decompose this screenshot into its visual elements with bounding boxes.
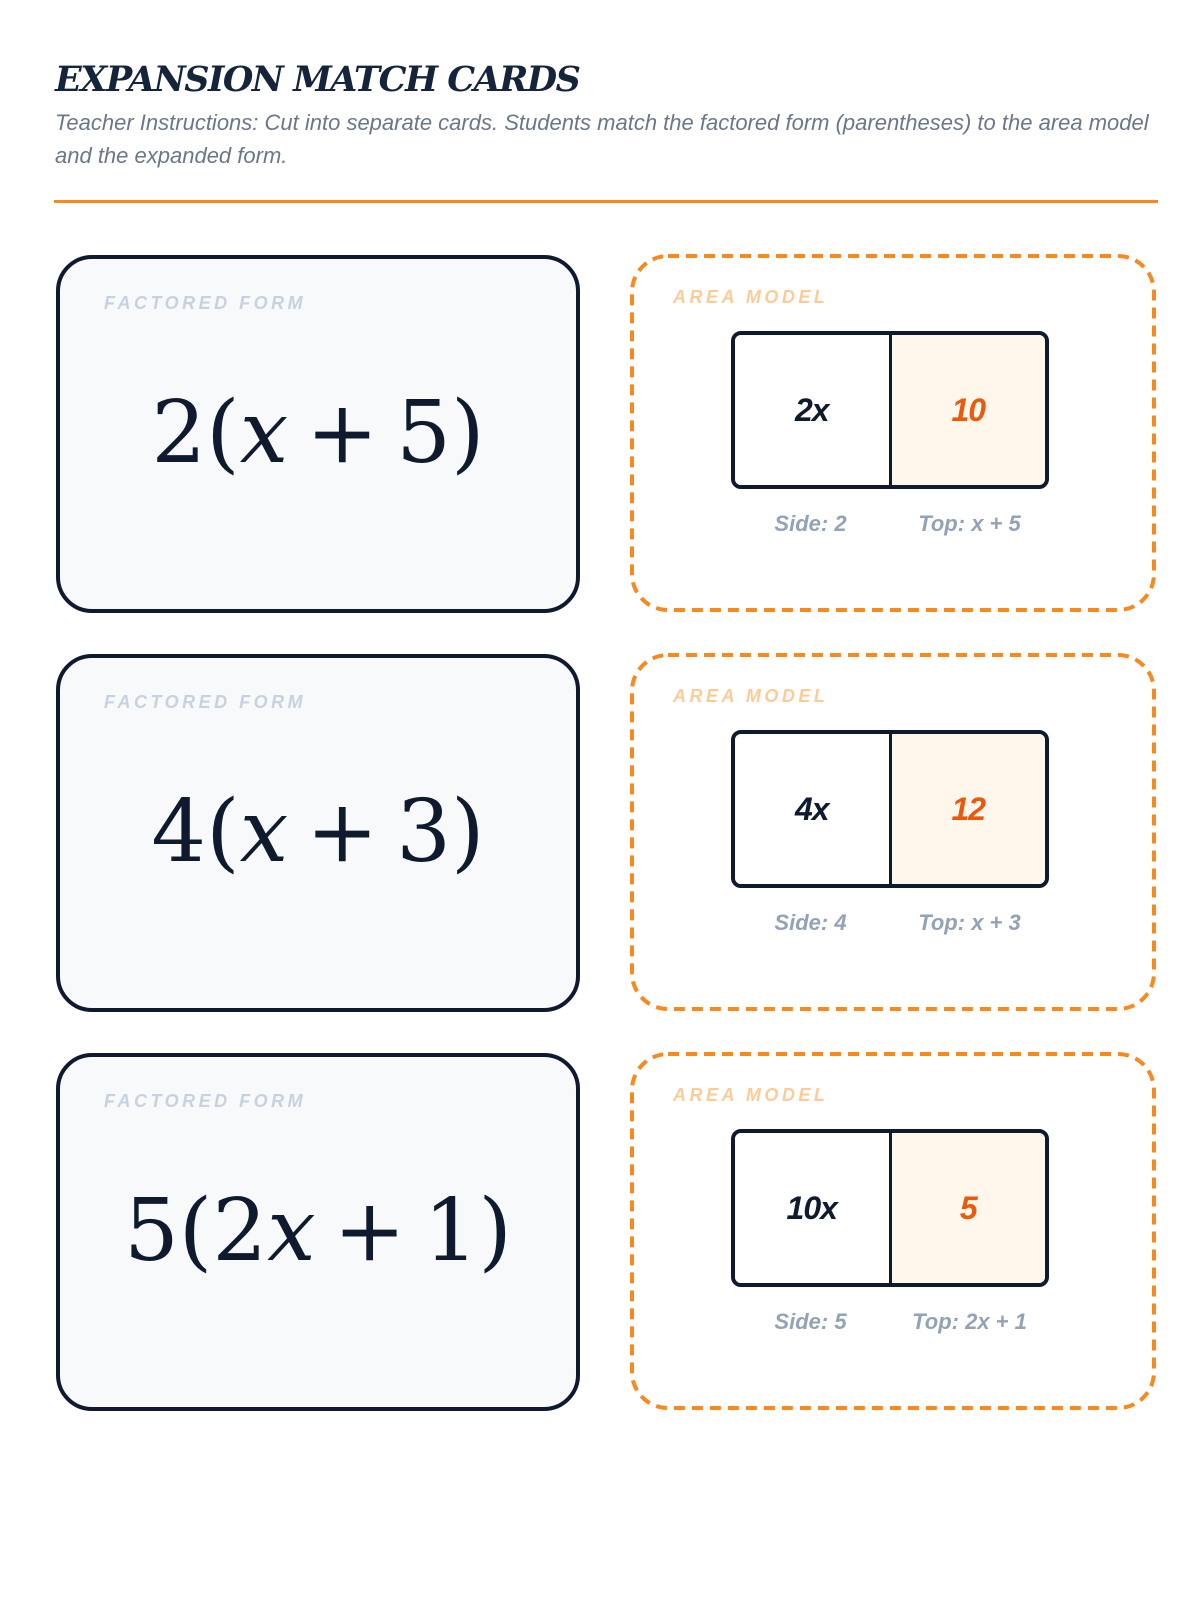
expression-operator: +: [333, 1181, 406, 1281]
expression-constant: 3: [396, 782, 451, 882]
area-model-card[interactable]: [629, 1051, 1157, 1411]
area-model-card[interactable]: [629, 253, 1157, 613]
area-model-dimensions: [731, 511, 1049, 537]
top-label: Top: x + 3: [918, 910, 1021, 935]
area-model-card[interactable]: [629, 652, 1157, 1012]
expression-variable: x: [239, 782, 289, 882]
factored-expression: [60, 383, 576, 483]
expression-constant: 5: [396, 383, 451, 483]
expression-operator: +: [306, 383, 379, 483]
area-model-label: AREA MODEL: [673, 686, 829, 706]
factored-form-label: FACTORED FORM: [104, 692, 307, 712]
expression-variable: x: [239, 383, 289, 483]
page-title: EXPANSION MATCH CARDS: [55, 59, 580, 100]
factored-form-card[interactable]: [56, 1053, 580, 1411]
area-cell-variable-term: 10x: [735, 1133, 892, 1283]
expression-close-paren: ): [478, 1181, 512, 1281]
area-model-grid: [731, 1129, 1049, 1287]
area-model-dimensions: [731, 1309, 1049, 1335]
area-cell-variable-term: 4x: [735, 734, 892, 884]
expression-coefficient: 4: [151, 782, 207, 882]
expression-open-paren: (: [206, 782, 240, 882]
teacher-instructions: Teacher Instructions: Cut into separate cards. Students match the factored form (parentheses) to the area model and the expanded form.: [55, 110, 1149, 168]
expression-constant: 1: [423, 1181, 479, 1281]
expression-operator: +: [306, 782, 379, 882]
factored-expression: [60, 782, 576, 882]
expression-coefficient: 5: [124, 1181, 179, 1281]
area-cell-variable-term: 2x: [735, 335, 892, 485]
side-label: Side: 5: [774, 1309, 847, 1334]
factored-expression: [60, 1181, 576, 1281]
factored-form-card[interactable]: [56, 255, 580, 613]
area-model-dimensions: [731, 910, 1049, 936]
expression-coefficient: 2: [151, 383, 207, 483]
expression-close-paren: ): [451, 782, 485, 882]
expression-open-paren: (: [178, 1181, 213, 1281]
expression-open-paren: (: [206, 383, 240, 483]
side-label: Side: 2: [774, 511, 847, 536]
side-label: Side: 4: [774, 910, 847, 935]
area-model-label: AREA MODEL: [673, 287, 829, 307]
expression-variable: x: [267, 1181, 316, 1281]
area-cell-constant-term: 10: [892, 335, 1046, 485]
area-model-grid: [731, 331, 1049, 489]
expression-close-paren: ): [451, 383, 485, 483]
factored-form-label: FACTORED FORM: [104, 293, 307, 313]
area-model-label: AREA MODEL: [673, 1085, 829, 1105]
factored-form-label: FACTORED FORM: [104, 1091, 307, 1111]
page-header: [55, 56, 1160, 172]
factored-form-card[interactable]: [56, 654, 580, 1012]
area-cell-constant-term: 5: [892, 1133, 1046, 1283]
area-cell-constant-term: 12: [892, 734, 1046, 884]
expression-inner-coefficient: 2: [212, 1181, 268, 1281]
top-label: Top: x + 5: [918, 511, 1021, 536]
area-model-grid: [731, 730, 1049, 888]
top-label: Top: 2x + 1: [912, 1309, 1027, 1334]
header-divider: [54, 200, 1158, 203]
